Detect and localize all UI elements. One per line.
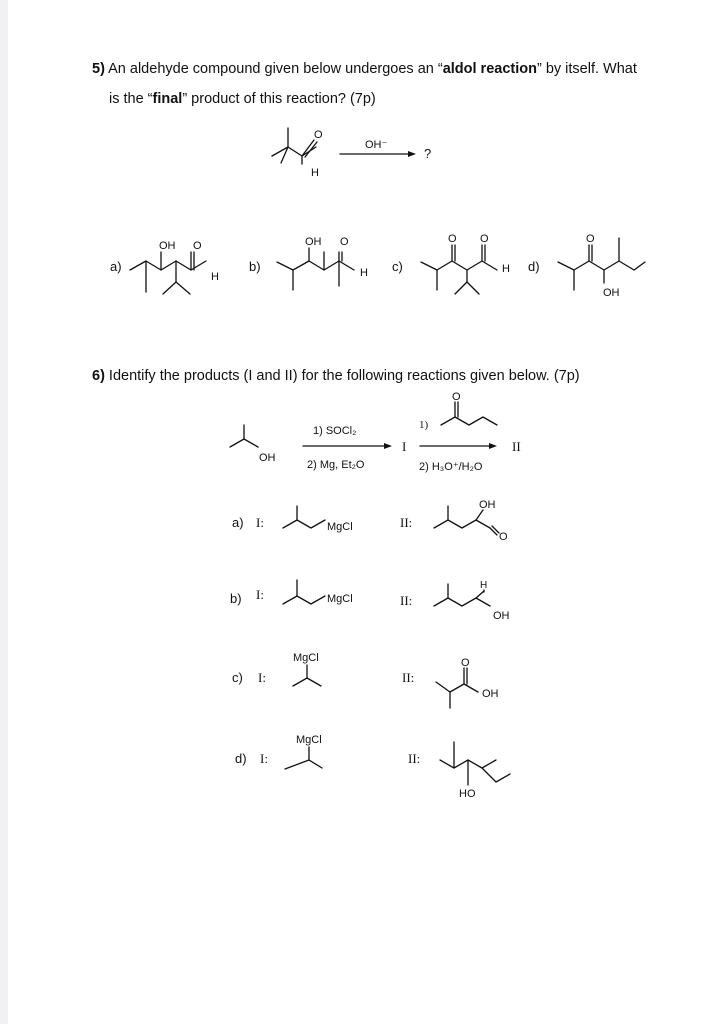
answer-c-label: c) — [232, 670, 243, 685]
q5-number: 5) — [92, 61, 105, 77]
atom-O: O — [314, 129, 323, 141]
answer-b-MgCl: MgCl — [327, 593, 353, 605]
answer-b-H: H — [480, 580, 488, 591]
answer-a-II: II: — [400, 515, 413, 530]
q5-line2-b: ” product of this reaction? (7p) — [182, 91, 376, 107]
answer-d-I: I: — [260, 751, 268, 766]
answer-a — [232, 499, 508, 543]
option-b-O: O — [340, 236, 349, 248]
option-c-O1: O — [448, 233, 457, 245]
q5-text-b: ” by itself. What — [536, 61, 637, 77]
answer-c — [232, 652, 499, 708]
starting-alcohol-structure — [230, 425, 276, 464]
option-b-OH: OH — [305, 236, 322, 248]
option-b-H: H — [360, 267, 368, 279]
q5-line2-a: is the “ — [109, 91, 153, 107]
answer-a-MgCl: MgCl — [327, 521, 353, 533]
answer-b-OH: OH — [493, 610, 510, 622]
step2-Mg: 2) Mg, Et₂O — [307, 459, 365, 471]
answer-a-O: O — [499, 531, 508, 543]
unknown-product: ? — [424, 146, 432, 161]
answer-b-label: b) — [230, 591, 242, 606]
answer-c-O: O — [461, 657, 470, 669]
product-II: II — [512, 439, 521, 454]
option-c-label: c) — [392, 259, 403, 274]
option-a-OH: OH — [159, 240, 176, 252]
ketone-O: O — [452, 391, 461, 403]
q5-text-a: An aldehyde compound given below undergoes an “ — [104, 61, 443, 77]
answer-b-I: I: — [256, 587, 264, 602]
reagent-OH: OH⁻ — [365, 139, 388, 151]
option-d-label: d) — [528, 259, 540, 274]
option-d-OH: OH — [603, 287, 620, 299]
answer-d-label: d) — [235, 751, 247, 766]
answer-b-II: II: — [400, 593, 413, 608]
atom-H: H — [311, 167, 319, 179]
arrow-1-head — [384, 443, 392, 449]
option-a-label: a) — [110, 259, 122, 274]
q6-number: 6) — [92, 368, 105, 384]
option-b-label: b) — [249, 259, 261, 274]
q5-bold-final: final — [152, 91, 183, 107]
ketone-reagent-structure — [441, 391, 497, 425]
answer-b — [230, 580, 510, 622]
option-c-O2: O — [480, 233, 489, 245]
answer-c-MgCl: MgCl — [293, 652, 319, 664]
answer-c-I: I: — [258, 670, 266, 685]
answer-d — [235, 734, 510, 800]
step3-num: 1) — [419, 419, 429, 431]
option-a-O: O — [193, 240, 202, 252]
q5-bold-aldol: aldol reaction — [442, 61, 537, 77]
answer-a-label: a) — [232, 515, 244, 530]
answer-d-II: II: — [408, 751, 421, 766]
answer-c-OH: OH — [482, 688, 499, 700]
step1-SOCl2: 1) SOCl₂ — [313, 425, 357, 437]
option-c-H: H — [502, 263, 510, 275]
arrow-2-head — [489, 443, 497, 449]
answer-c-II: II: — [402, 670, 415, 685]
intermediate-I: I — [402, 439, 407, 454]
step4-workup: 2) H₃O⁺/H₂O — [419, 461, 483, 473]
option-a-H: H — [211, 271, 219, 283]
answer-d-MgCl: MgCl — [296, 734, 322, 746]
start-OH: OH — [259, 452, 276, 464]
answer-d-HO: HO — [459, 788, 476, 800]
answer-a-I: I: — [256, 515, 264, 530]
q6-text: Identify the products (I and II) for the following reactions given below. (7p) — [104, 368, 580, 384]
answer-a-OH: OH — [479, 499, 496, 511]
option-d-O: O — [586, 233, 595, 245]
